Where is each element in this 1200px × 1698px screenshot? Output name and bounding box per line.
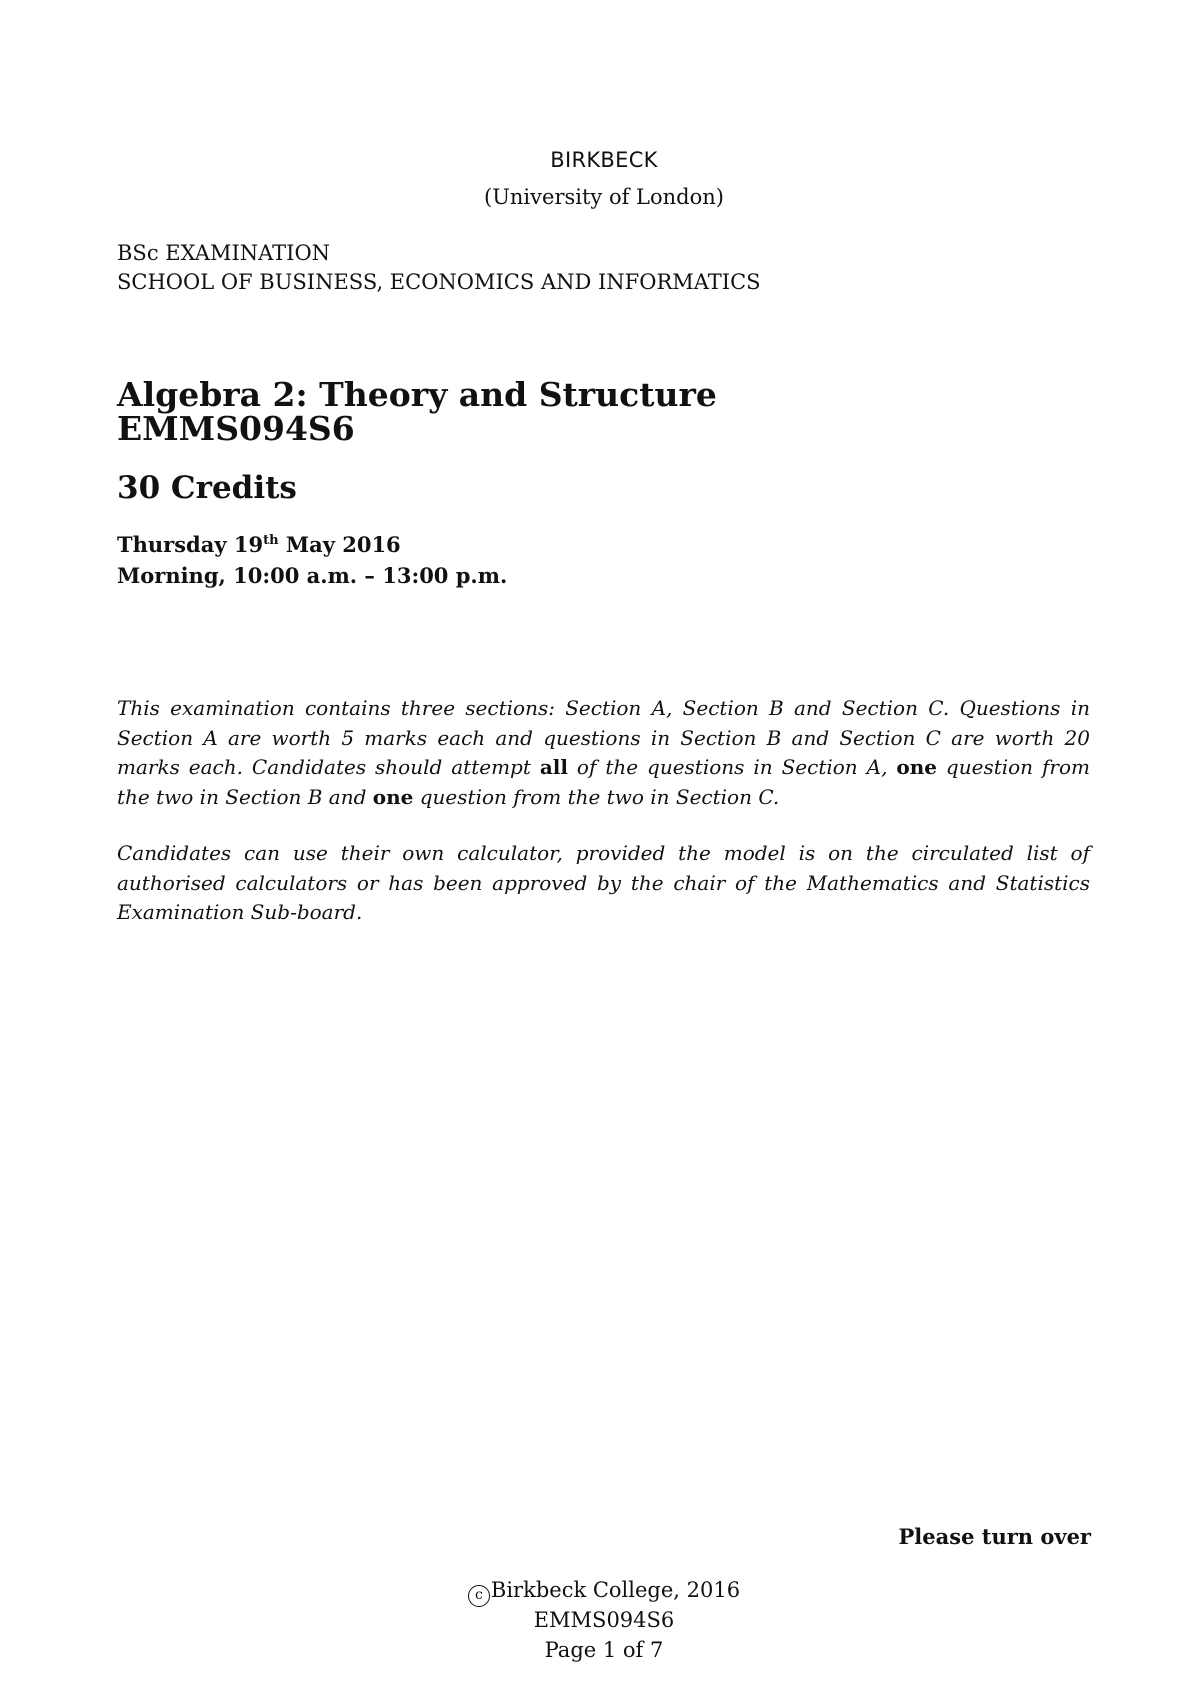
instructions-text: of the questions in Section A, — [567, 755, 897, 779]
copyright-text: Birkbeck College, 2016 — [490, 1578, 741, 1602]
footer-course-code: EMMS094S6 — [533, 1608, 675, 1632]
course-code: EMMS094S6 — [117, 409, 355, 448]
exam-time: Morning, 10:00 a.m. – 13:00 p.m. — [117, 563, 508, 588]
copyright-icon: c — [468, 1585, 490, 1607]
exam-day: Thursday 19 — [117, 532, 264, 557]
instructions-emphasis-one: one — [896, 755, 937, 779]
school-name: SCHOOL OF BUSINESS, ECONOMICS AND INFORMATICS — [117, 270, 761, 294]
exam-month-year: May 2016 — [278, 532, 401, 557]
exam-type: BSc EXAMINATION — [117, 241, 331, 265]
instructions-text: This examination contains three sections: Section A, Section B and Section C. Questions in Section A are worth 5 marks each and questions in Section B and Section C are worth 20 marks each. Candidates should attempt — [117, 696, 1090, 779]
course-title: Algebra 2: Theory and Structure — [117, 375, 717, 414]
exam-day-suffix: th — [263, 533, 279, 548]
page-number: Page 1 of 7 — [544, 1638, 664, 1662]
instructions-paragraph-2: Candidates can use their own calculator, provided the model is on the circulated list of authorised calculators or has been approved by the chair of the Mathematics and Statistics Examination Sub-board. — [117, 841, 1090, 924]
copyright-line — [0, 1578, 1200, 1607]
instructions-emphasis-all: all — [539, 755, 568, 779]
institution-name: BIRKBECK — [550, 148, 658, 172]
instructions-paragraph-1 — [117, 694, 1090, 812]
course-credits: 30 Credits — [117, 470, 297, 506]
instructions-text: question from the two in Section C. — [413, 784, 780, 809]
institution-subtitle: (University of London) — [484, 185, 724, 209]
please-turn-over: Please turn over — [898, 1524, 1091, 1549]
instructions-emphasis-one: one — [372, 784, 414, 809]
instructions-text: question from the two in Section B and — [117, 755, 1090, 809]
exam-date — [117, 532, 401, 557]
